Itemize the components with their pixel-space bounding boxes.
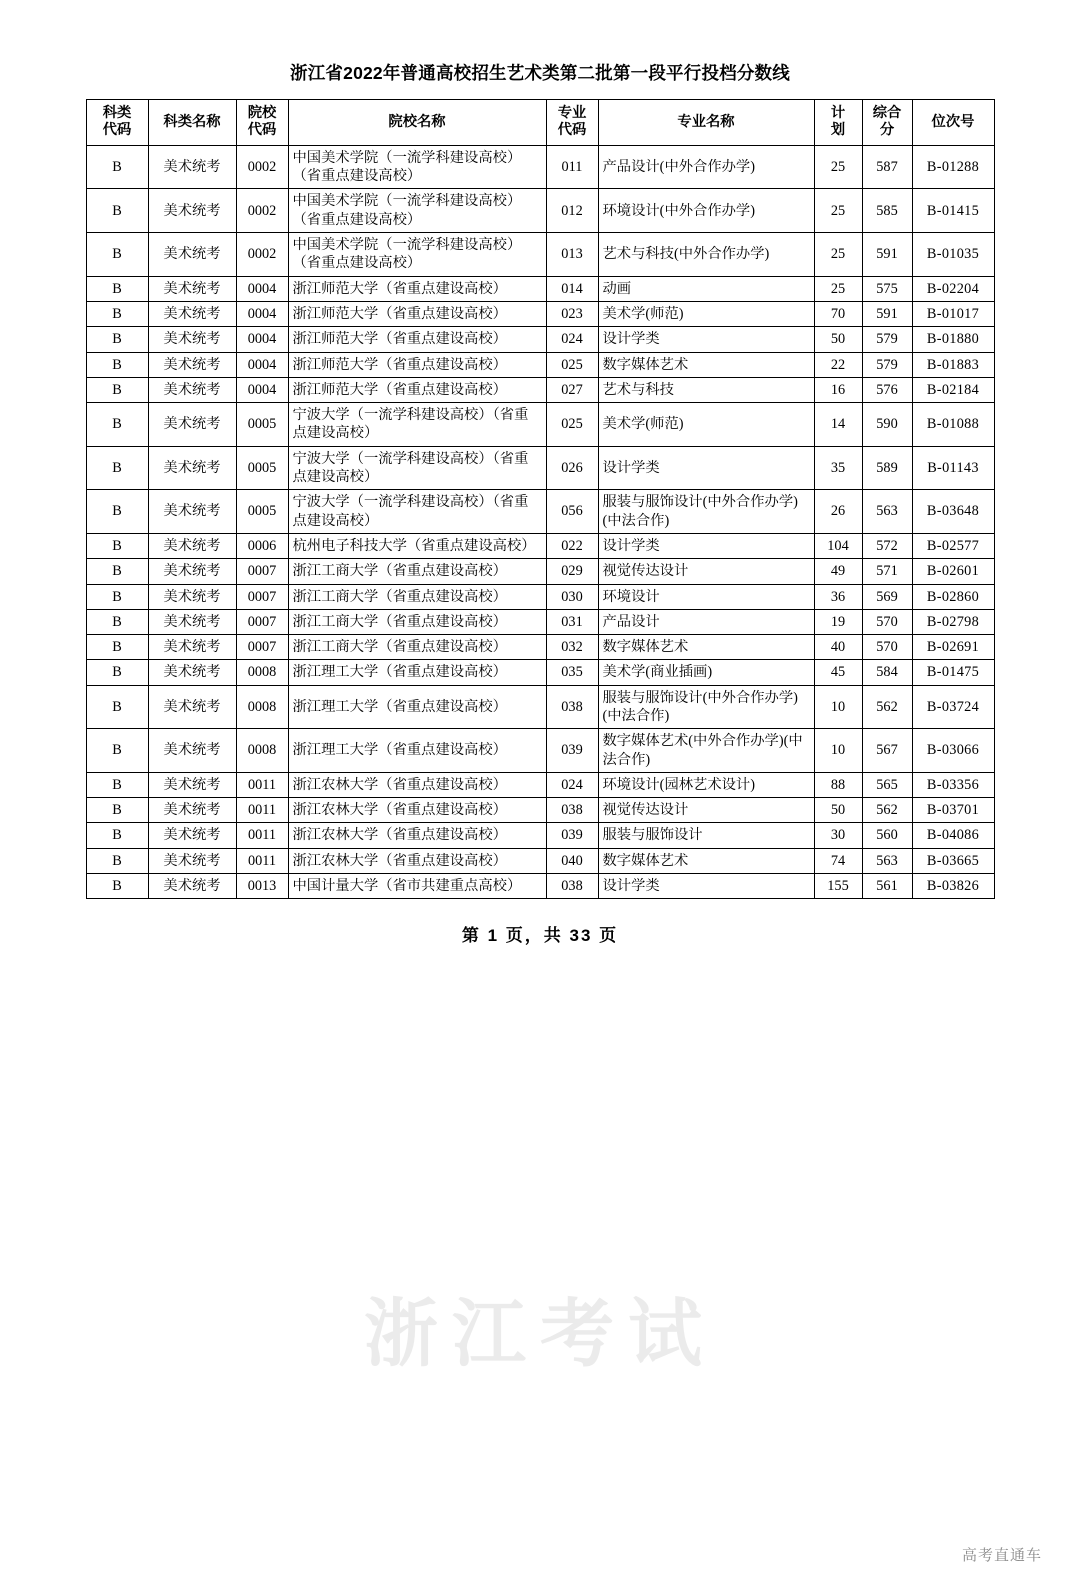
cell-rank-number: B-01143	[912, 446, 994, 490]
cell-rank-number: B-03665	[912, 848, 994, 873]
brand-label: 高考直通车	[961, 1547, 1042, 1564]
column-header-school-code-line2: 代码	[247, 122, 277, 139]
cell-school-code: 0007	[236, 635, 288, 660]
cell-major-code: 023	[546, 301, 598, 326]
cell-major-name: 设计学类	[598, 874, 814, 899]
cell-total-score: 591	[862, 301, 912, 326]
cell-plan: 88	[814, 772, 862, 797]
cell-major-name: 艺术与科技(中外合作办学)	[598, 233, 814, 277]
cell-rank-number: B-02184	[912, 377, 994, 402]
cell-major-code: 012	[546, 189, 598, 233]
cell-major-code: 038	[546, 798, 598, 823]
cell-school-name: 浙江工商大学（省重点建设高校）	[288, 559, 546, 584]
cell-school-code: 0004	[236, 301, 288, 326]
column-header-plan-line1: 计	[830, 105, 846, 121]
cell-plan: 10	[814, 729, 862, 773]
cell-subject-code: B	[86, 446, 148, 490]
cell-plan: 45	[814, 660, 862, 685]
cell-total-score: 569	[862, 584, 912, 609]
cell-total-score: 567	[862, 729, 912, 773]
table-row	[86, 189, 994, 233]
cell-rank-number: B-03826	[912, 874, 994, 899]
cell-plan: 104	[814, 533, 862, 558]
cell-school-name: 浙江理工大学（省重点建设高校）	[288, 685, 546, 729]
cell-school-code: 0002	[236, 189, 288, 233]
cell-major-code: 024	[546, 772, 598, 797]
column-header-plan-line2: 划	[830, 122, 846, 139]
cell-school-name: 杭州电子科技大学（省重点建设高校）	[288, 533, 546, 558]
cell-subject-code: B	[86, 301, 148, 326]
cell-school-name: 浙江理工大学（省重点建设高校）	[288, 660, 546, 685]
cell-major-code: 024	[546, 327, 598, 352]
cell-major-name: 美术学(师范)	[598, 403, 814, 447]
cell-school-name: 浙江师范大学（省重点建设高校）	[288, 352, 546, 377]
cell-school-code: 0005	[236, 403, 288, 447]
cell-major-code: 022	[546, 533, 598, 558]
cell-school-name: 浙江师范大学（省重点建设高校）	[288, 301, 546, 326]
table-row	[86, 276, 994, 301]
cell-subject-code: B	[86, 874, 148, 899]
cell-subject-code: B	[86, 189, 148, 233]
cell-school-name: 浙江农林大学（省重点建设高校）	[288, 848, 546, 873]
cell-major-code: 030	[546, 584, 598, 609]
column-header-school-name: 院校名称	[288, 100, 546, 146]
cell-total-score: 576	[862, 377, 912, 402]
cell-school-name: 浙江工商大学（省重点建设高校）	[288, 609, 546, 634]
cell-plan: 10	[814, 685, 862, 729]
cell-subject-name: 美术统考	[148, 403, 236, 447]
cell-rank-number: B-02601	[912, 559, 994, 584]
cell-rank-number: B-01288	[912, 145, 994, 189]
cell-plan: 22	[814, 352, 862, 377]
cell-subject-name: 美术统考	[148, 276, 236, 301]
page-title: 浙江省2022年普通高校招生艺术类第二批第一段平行投档分数线	[290, 63, 790, 83]
table-row	[86, 352, 994, 377]
cell-plan: 19	[814, 609, 862, 634]
cell-plan: 14	[814, 403, 862, 447]
cell-plan: 36	[814, 584, 862, 609]
cell-major-name: 数字媒体艺术	[598, 352, 814, 377]
cell-plan: 74	[814, 848, 862, 873]
cell-rank-number: B-01035	[912, 233, 994, 277]
cell-major-name: 数字媒体艺术(中外合作办学)(中法合作)	[598, 729, 814, 773]
cell-total-score: 562	[862, 798, 912, 823]
cell-plan: 25	[814, 276, 862, 301]
cell-total-score: 565	[862, 772, 912, 797]
cell-rank-number: B-03066	[912, 729, 994, 773]
cell-school-name: 中国美术学院（一流学科建设高校）（省重点建设高校）	[288, 189, 546, 233]
table-row	[86, 685, 994, 729]
cell-subject-name: 美术统考	[148, 874, 236, 899]
table-row	[86, 145, 994, 189]
cell-subject-name: 美术统考	[148, 301, 236, 326]
cell-major-name: 环境设计(园林艺术设计)	[598, 772, 814, 797]
cell-school-name: 宁波大学（一流学科建设高校）（省重点建设高校）	[288, 403, 546, 447]
cell-subject-name: 美术统考	[148, 729, 236, 773]
column-header-subject-code-line2: 代码	[102, 122, 132, 139]
cell-school-code: 0004	[236, 352, 288, 377]
cell-major-code: 026	[546, 446, 598, 490]
cell-subject-code: B	[86, 635, 148, 660]
cell-subject-code: B	[86, 352, 148, 377]
column-header-major-name: 专业名称	[598, 100, 814, 146]
cell-subject-name: 美术统考	[148, 584, 236, 609]
cell-major-name: 服装与服饰设计(中外合作办学)(中法合作)	[598, 685, 814, 729]
cell-school-name: 浙江师范大学（省重点建设高校）	[288, 377, 546, 402]
table-body	[86, 145, 994, 899]
cell-subject-name: 美术统考	[148, 772, 236, 797]
cell-total-score: 591	[862, 233, 912, 277]
cell-school-code: 0005	[236, 490, 288, 534]
watermark-text: 浙江考试	[364, 1292, 716, 1375]
cell-major-name: 数字媒体艺术	[598, 635, 814, 660]
cell-major-code: 032	[546, 635, 598, 660]
cell-school-name: 中国美术学院（一流学科建设高校）（省重点建设高校）	[288, 233, 546, 277]
cell-subject-code: B	[86, 377, 148, 402]
table-row	[86, 772, 994, 797]
cell-plan: 25	[814, 145, 862, 189]
cell-school-name: 浙江农林大学（省重点建设高校）	[288, 823, 546, 848]
cell-subject-name: 美术统考	[148, 848, 236, 873]
cell-major-name: 服装与服饰设计	[598, 823, 814, 848]
cell-subject-code: B	[86, 584, 148, 609]
page-footer: 第 1 页，共 33 页	[461, 926, 619, 946]
column-header-plan	[814, 100, 862, 146]
cell-school-name: 宁波大学（一流学科建设高校）（省重点建设高校）	[288, 490, 546, 534]
cell-total-score: 560	[862, 823, 912, 848]
cell-rank-number: B-03724	[912, 685, 994, 729]
cell-subject-name: 美术统考	[148, 609, 236, 634]
cell-subject-name: 美术统考	[148, 490, 236, 534]
cell-rank-number: B-04086	[912, 823, 994, 848]
cell-total-score: 584	[862, 660, 912, 685]
cell-total-score: 579	[862, 327, 912, 352]
table-row	[86, 729, 994, 773]
table-header	[86, 100, 994, 146]
cell-total-score: 590	[862, 403, 912, 447]
cell-plan: 50	[814, 327, 862, 352]
table-row	[86, 301, 994, 326]
cell-plan: 26	[814, 490, 862, 534]
cell-rank-number: B-03356	[912, 772, 994, 797]
cell-school-code: 0004	[236, 377, 288, 402]
cell-major-code: 014	[546, 276, 598, 301]
cell-school-code: 0011	[236, 798, 288, 823]
cell-rank-number: B-01880	[912, 327, 994, 352]
cell-subject-name: 美术统考	[148, 327, 236, 352]
column-header-total-score-line2: 分	[879, 122, 895, 139]
column-header-rank-number: 位次号	[912, 100, 994, 146]
cell-subject-code: B	[86, 798, 148, 823]
cell-school-name: 浙江师范大学（省重点建设高校）	[288, 327, 546, 352]
table-row	[86, 377, 994, 402]
cell-total-score: 579	[862, 352, 912, 377]
cell-major-code: 039	[546, 729, 598, 773]
cell-major-name: 服装与服饰设计(中外合作办学)(中法合作)	[598, 490, 814, 534]
cell-total-score: 585	[862, 189, 912, 233]
cell-rank-number: B-02577	[912, 533, 994, 558]
cell-subject-code: B	[86, 772, 148, 797]
cell-school-code: 0011	[236, 823, 288, 848]
cell-rank-number: B-01017	[912, 301, 994, 326]
cell-major-code: 013	[546, 233, 598, 277]
cell-major-code: 025	[546, 403, 598, 447]
cell-school-name: 浙江农林大学（省重点建设高校）	[288, 772, 546, 797]
cell-plan: 40	[814, 635, 862, 660]
cell-major-name: 艺术与科技	[598, 377, 814, 402]
cell-total-score: 589	[862, 446, 912, 490]
table-row	[86, 490, 994, 534]
cell-school-code: 0004	[236, 276, 288, 301]
table-row	[86, 609, 994, 634]
cell-subject-code: B	[86, 403, 148, 447]
table-row	[86, 660, 994, 685]
cell-rank-number: B-02204	[912, 276, 994, 301]
cell-rank-number: B-02860	[912, 584, 994, 609]
cell-school-code: 0002	[236, 145, 288, 189]
column-header-major-code-line2: 代码	[557, 122, 587, 139]
cell-total-score: 570	[862, 635, 912, 660]
cell-school-code: 0011	[236, 772, 288, 797]
cell-major-name: 设计学类	[598, 446, 814, 490]
cell-school-code: 0004	[236, 327, 288, 352]
table-header-row	[86, 100, 994, 146]
cell-major-code: 027	[546, 377, 598, 402]
cell-total-score: 571	[862, 559, 912, 584]
cell-school-code: 0005	[236, 446, 288, 490]
cell-rank-number: B-02798	[912, 609, 994, 634]
cell-rank-number: B-01415	[912, 189, 994, 233]
cell-subject-name: 美术统考	[148, 823, 236, 848]
table-row	[86, 533, 994, 558]
cell-school-code: 0002	[236, 233, 288, 277]
cell-total-score: 575	[862, 276, 912, 301]
cell-major-code: 025	[546, 352, 598, 377]
table-row	[86, 403, 994, 447]
cell-school-code: 0011	[236, 848, 288, 873]
cell-subject-name: 美术统考	[148, 189, 236, 233]
table-row	[86, 584, 994, 609]
cell-subject-name: 美术统考	[148, 352, 236, 377]
cell-major-code: 029	[546, 559, 598, 584]
cell-subject-name: 美术统考	[148, 377, 236, 402]
cell-plan: 25	[814, 189, 862, 233]
cell-major-code: 038	[546, 685, 598, 729]
cell-major-name: 产品设计(中外合作办学)	[598, 145, 814, 189]
cell-subject-code: B	[86, 490, 148, 534]
cell-total-score: 562	[862, 685, 912, 729]
cell-major-code: 040	[546, 848, 598, 873]
cell-rank-number: B-01883	[912, 352, 994, 377]
cell-major-name: 环境设计	[598, 584, 814, 609]
cell-subject-name: 美术统考	[148, 533, 236, 558]
column-header-subject-code	[86, 100, 148, 146]
cell-major-code: 031	[546, 609, 598, 634]
cell-subject-name: 美术统考	[148, 559, 236, 584]
cell-plan: 25	[814, 233, 862, 277]
cell-total-score: 563	[862, 490, 912, 534]
column-header-total-score	[862, 100, 912, 146]
cell-major-name: 美术学(商业插画)	[598, 660, 814, 685]
cell-school-code: 0008	[236, 685, 288, 729]
cell-major-code: 056	[546, 490, 598, 534]
cell-total-score: 570	[862, 609, 912, 634]
cell-subject-name: 美术统考	[148, 446, 236, 490]
cell-major-name: 视觉传达设计	[598, 798, 814, 823]
cell-subject-name: 美术统考	[148, 635, 236, 660]
score-line-table	[86, 99, 995, 899]
cell-school-name: 浙江工商大学（省重点建设高校）	[288, 635, 546, 660]
cell-school-code: 0013	[236, 874, 288, 899]
table-row	[86, 798, 994, 823]
column-header-school-code-line1: 院校	[247, 105, 277, 121]
cell-subject-name: 美术统考	[148, 798, 236, 823]
cell-plan: 30	[814, 823, 862, 848]
column-header-subject-code-line1: 科类	[102, 105, 132, 121]
cell-school-name: 浙江工商大学（省重点建设高校）	[288, 584, 546, 609]
cell-major-name: 美术学(师范)	[598, 301, 814, 326]
document-page	[0, 60, 1080, 1587]
cell-subject-code: B	[86, 533, 148, 558]
cell-plan: 50	[814, 798, 862, 823]
cell-subject-code: B	[86, 276, 148, 301]
cell-plan: 49	[814, 559, 862, 584]
cell-subject-name: 美术统考	[148, 145, 236, 189]
cell-major-name: 视觉传达设计	[598, 559, 814, 584]
cell-major-code: 011	[546, 145, 598, 189]
table-row	[86, 635, 994, 660]
cell-plan: 70	[814, 301, 862, 326]
cell-subject-name: 美术统考	[148, 233, 236, 277]
cell-school-name: 中国美术学院（一流学科建设高校）（省重点建设高校）	[288, 145, 546, 189]
cell-school-name: 浙江理工大学（省重点建设高校）	[288, 729, 546, 773]
cell-school-code: 0007	[236, 609, 288, 634]
cell-rank-number: B-01088	[912, 403, 994, 447]
cell-subject-code: B	[86, 559, 148, 584]
cell-major-code: 035	[546, 660, 598, 685]
cell-school-name: 宁波大学（一流学科建设高校）（省重点建设高校）	[288, 446, 546, 490]
cell-rank-number: B-03701	[912, 798, 994, 823]
table-row	[86, 327, 994, 352]
cell-plan: 155	[814, 874, 862, 899]
cell-subject-code: B	[86, 145, 148, 189]
cell-subject-code: B	[86, 729, 148, 773]
cell-school-name: 浙江师范大学（省重点建设高校）	[288, 276, 546, 301]
cell-total-score: 563	[862, 848, 912, 873]
cell-major-name: 动画	[598, 276, 814, 301]
cell-subject-name: 美术统考	[148, 685, 236, 729]
column-header-major-code	[546, 100, 598, 146]
cell-school-code: 0006	[236, 533, 288, 558]
cell-major-name: 设计学类	[598, 533, 814, 558]
cell-rank-number: B-02691	[912, 635, 994, 660]
cell-plan: 16	[814, 377, 862, 402]
cell-major-name: 数字媒体艺术	[598, 848, 814, 873]
cell-school-code: 0008	[236, 660, 288, 685]
cell-major-code: 038	[546, 874, 598, 899]
cell-subject-code: B	[86, 848, 148, 873]
cell-school-name: 浙江农林大学（省重点建设高校）	[288, 798, 546, 823]
cell-major-name: 设计学类	[598, 327, 814, 352]
cell-school-code: 0008	[236, 729, 288, 773]
cell-school-code: 0007	[236, 584, 288, 609]
column-header-school-code	[236, 100, 288, 146]
cell-school-code: 0007	[236, 559, 288, 584]
column-header-total-score-line1: 综合	[872, 105, 902, 121]
table-row	[86, 559, 994, 584]
column-header-subject-name: 科类名称	[148, 100, 236, 146]
table-row	[86, 446, 994, 490]
cell-school-name: 中国计量大学（省市共建重点高校）	[288, 874, 546, 899]
cell-major-code: 039	[546, 823, 598, 848]
cell-major-name: 环境设计(中外合作办学)	[598, 189, 814, 233]
table-row	[86, 874, 994, 899]
cell-rank-number: B-01475	[912, 660, 994, 685]
cell-subject-name: 美术统考	[148, 660, 236, 685]
cell-subject-code: B	[86, 823, 148, 848]
cell-subject-code: B	[86, 609, 148, 634]
cell-major-name: 产品设计	[598, 609, 814, 634]
cell-subject-code: B	[86, 233, 148, 277]
table-row	[86, 823, 994, 848]
table-row	[86, 848, 994, 873]
cell-subject-code: B	[86, 327, 148, 352]
cell-total-score: 572	[862, 533, 912, 558]
cell-total-score: 561	[862, 874, 912, 899]
table-row	[86, 233, 994, 277]
cell-subject-code: B	[86, 685, 148, 729]
cell-plan: 35	[814, 446, 862, 490]
column-header-major-code-line1: 专业	[557, 105, 587, 121]
cell-total-score: 587	[862, 145, 912, 189]
cell-subject-code: B	[86, 660, 148, 685]
cell-rank-number: B-03648	[912, 490, 994, 534]
